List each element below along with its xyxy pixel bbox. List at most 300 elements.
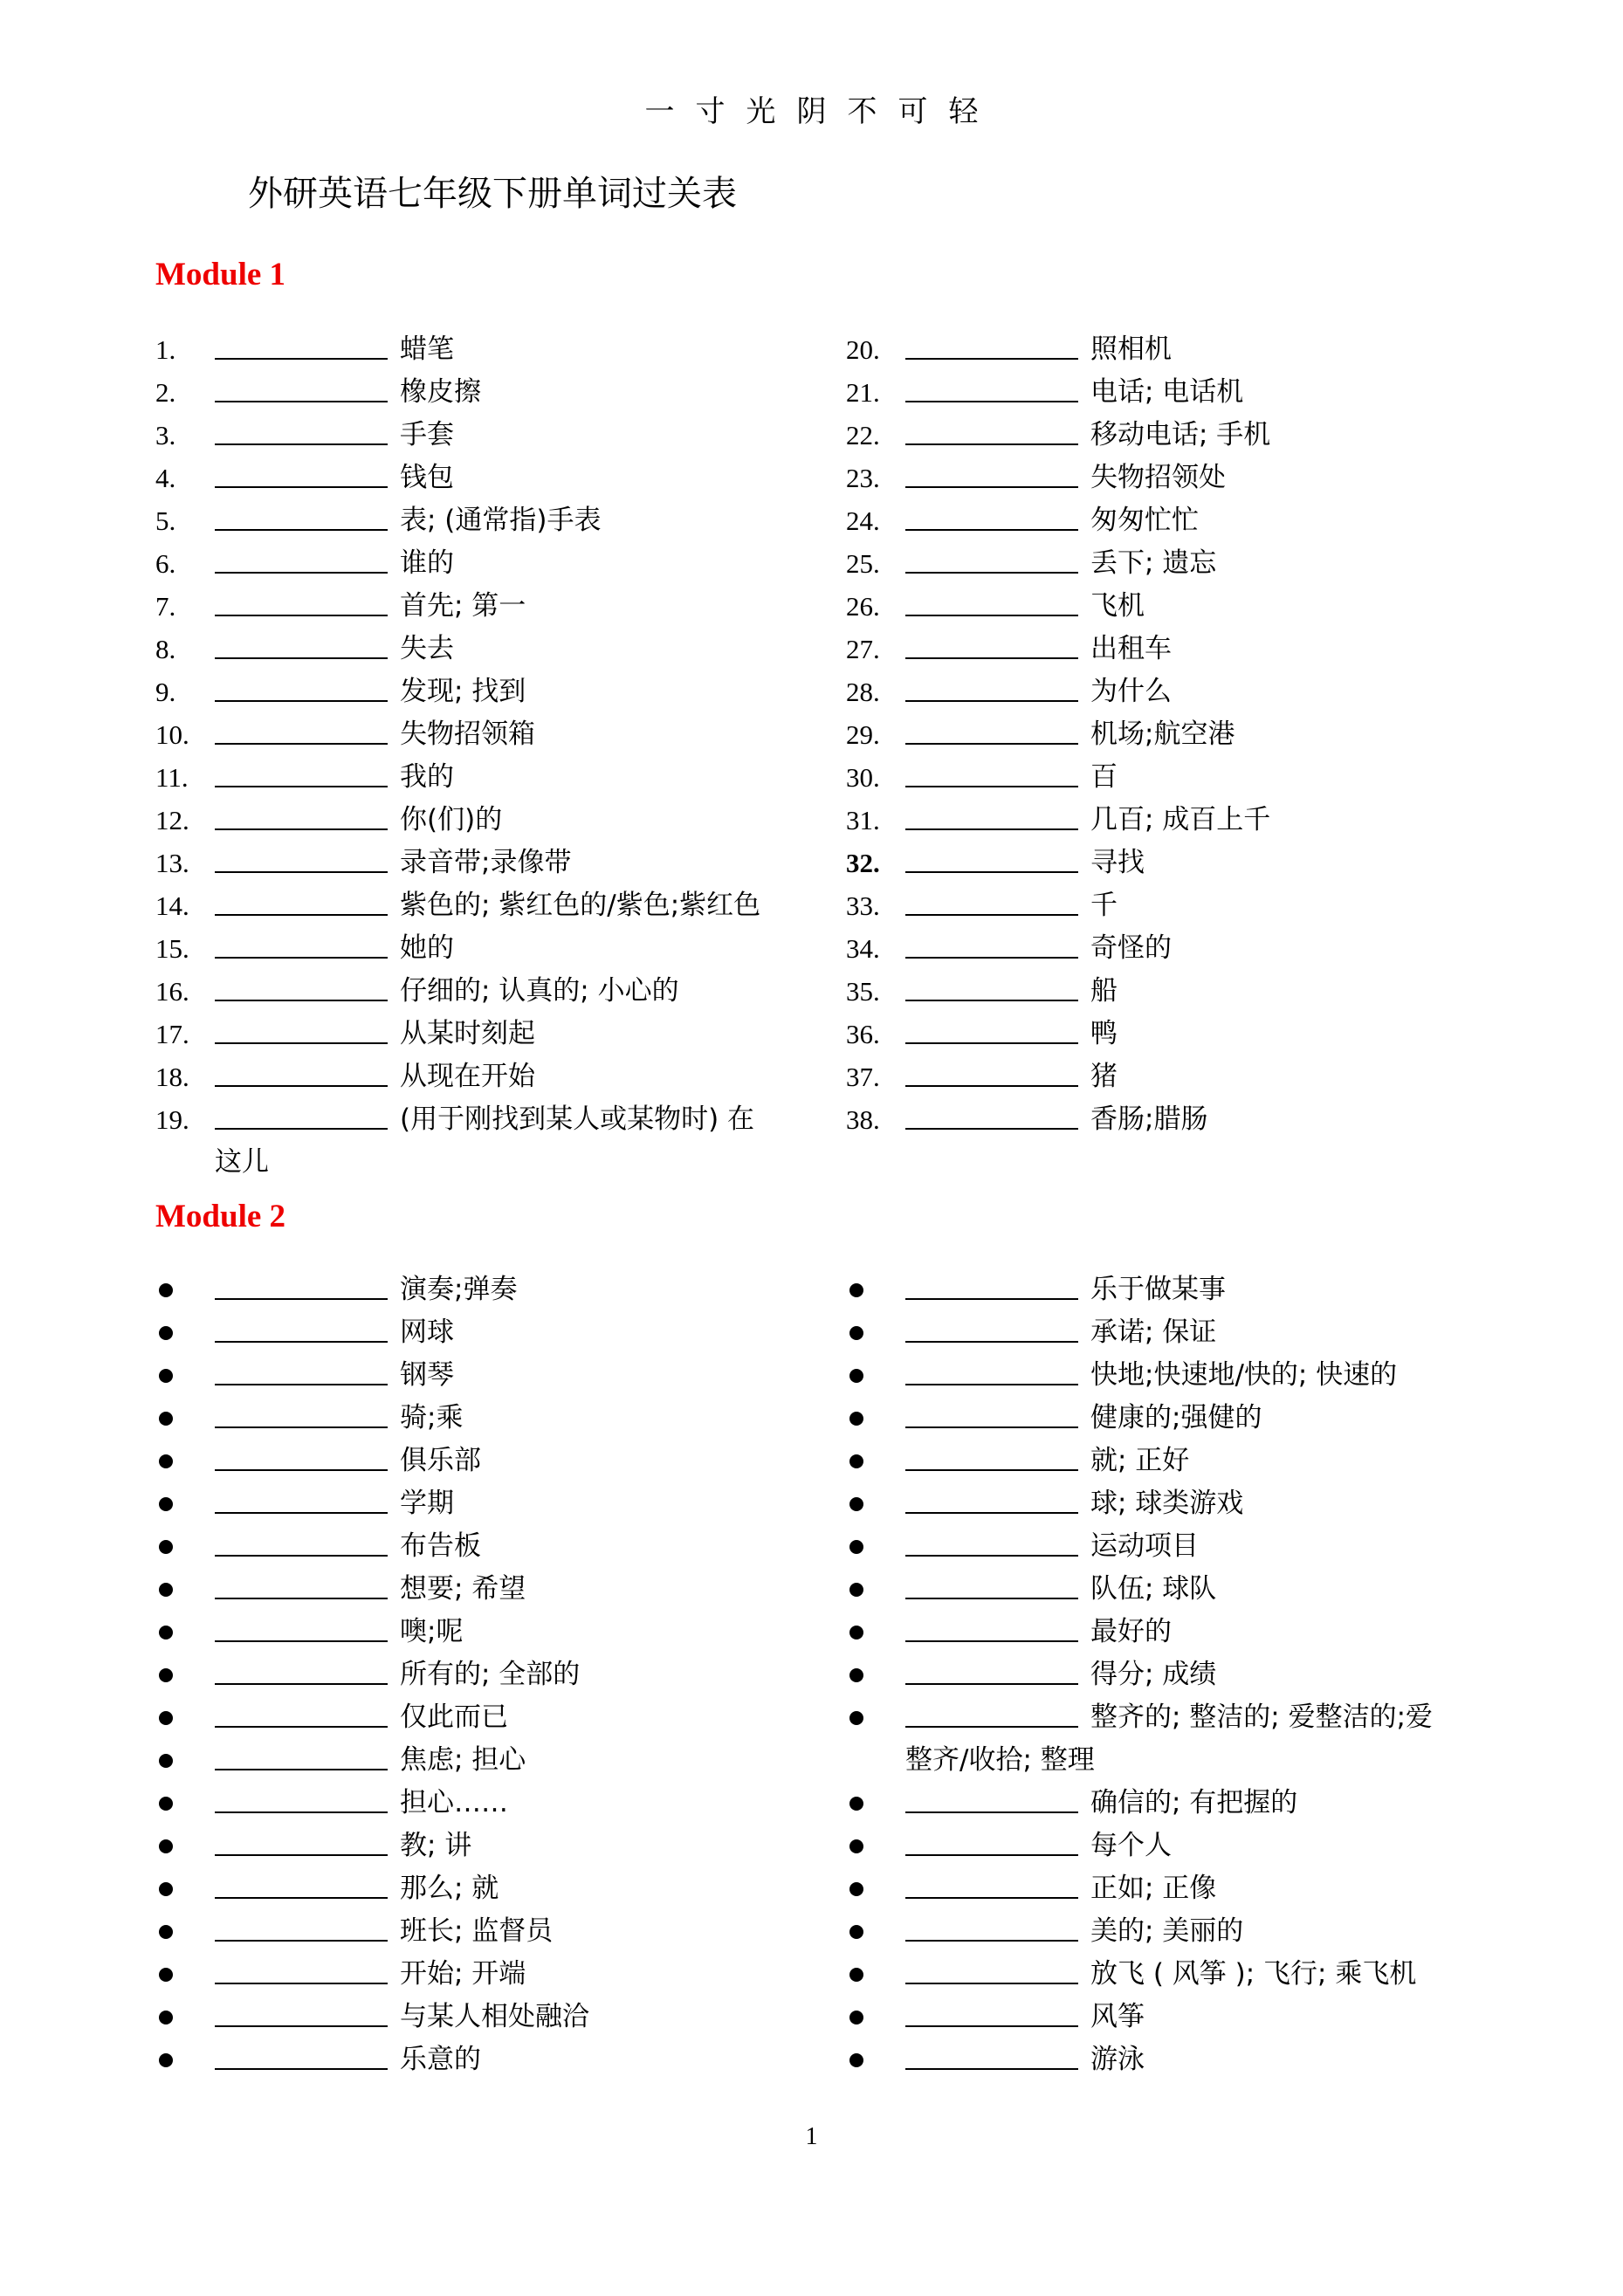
answer-blank[interactable] — [215, 1384, 388, 1385]
answer-blank[interactable] — [905, 358, 1078, 360]
answer-blank[interactable] — [215, 1769, 388, 1770]
answer-blank[interactable] — [905, 1983, 1078, 1984]
answer-blank[interactable] — [215, 700, 388, 702]
entry-number: 17. — [155, 1019, 189, 1049]
entry-meaning: 与某人相处融洽 — [400, 2001, 589, 2032]
word-entry — [846, 1397, 1510, 1440]
entry-meaning: 录音带;录像带 — [400, 847, 572, 878]
word-entry — [846, 884, 1510, 927]
entry-number: 24. — [846, 505, 880, 536]
entry-meaning: 移动电话; 手机 — [1090, 419, 1271, 450]
answer-blank[interactable] — [905, 1940, 1078, 1942]
entry-number: 1. — [155, 334, 176, 365]
page-number: 1 — [805, 2123, 818, 2150]
entry-meaning: 从现在开始 — [400, 1061, 535, 1092]
word-entry — [846, 756, 1510, 799]
answer-blank[interactable] — [905, 657, 1078, 659]
bullet-icon — [849, 2053, 863, 2067]
bullet-icon — [159, 1583, 173, 1597]
entry-number: 5. — [155, 505, 176, 536]
answer-blank[interactable] — [215, 1983, 388, 1984]
entry-number: 10. — [155, 719, 189, 750]
answer-blank[interactable] — [215, 1341, 388, 1343]
word-entry — [155, 499, 819, 542]
entry-meaning: 为什么 — [1090, 676, 1172, 707]
entry-meaning: 那么; 就 — [400, 1873, 499, 1904]
answer-blank[interactable] — [215, 1512, 388, 1514]
bullet-icon — [849, 1668, 863, 1682]
entry-meaning: 学期 — [400, 1488, 454, 1519]
answer-blank[interactable] — [215, 1726, 388, 1728]
entry-meaning: 我的 — [400, 761, 454, 793]
answer-blank[interactable] — [905, 1426, 1078, 1428]
entry-number: 7. — [155, 591, 176, 622]
word-entry — [846, 1953, 1510, 1996]
entry-meaning: 班长; 监督员 — [400, 1915, 554, 1947]
answer-blank[interactable] — [215, 1940, 388, 1942]
answer-blank[interactable] — [215, 401, 388, 402]
entry-meaning: 开始; 开端 — [400, 1958, 526, 1990]
entry-meaning: 球; 球类游戏 — [1090, 1488, 1244, 1519]
answer-blank[interactable] — [215, 871, 388, 873]
word-entry — [846, 1696, 1510, 1739]
entry-number: 3. — [155, 420, 176, 450]
entry-meaning-continued: 整齐/收拾; 整理 — [905, 1744, 1095, 1776]
word-entry — [155, 1055, 819, 1098]
entry-meaning: 快地;快速地/快的; 快速的 — [1090, 1359, 1398, 1391]
word-entry — [155, 1653, 819, 1696]
answer-blank[interactable] — [905, 486, 1078, 488]
entry-meaning: 船 — [1090, 975, 1118, 1007]
answer-blank[interactable] — [215, 657, 388, 659]
word-entry — [846, 499, 1510, 542]
entry-meaning: 最好的 — [1090, 1616, 1172, 1647]
word-entry — [155, 1910, 819, 1953]
answer-blank[interactable] — [215, 957, 388, 959]
bullet-icon — [159, 1797, 173, 1811]
entry-meaning: 风筝 — [1090, 2001, 1145, 2032]
word-entry — [846, 1910, 1510, 1953]
entry-meaning: 每个人 — [1090, 1830, 1172, 1861]
word-entry — [846, 585, 1510, 628]
answer-blank[interactable] — [905, 786, 1078, 787]
word-entry — [155, 328, 819, 371]
answer-blank[interactable] — [215, 358, 388, 360]
word-entry — [155, 414, 819, 457]
word-entry — [155, 1867, 819, 1910]
entry-number: 14. — [155, 890, 189, 921]
word-entry — [155, 884, 819, 927]
word-entry — [155, 927, 819, 970]
entry-meaning: 正如; 正像 — [1090, 1873, 1217, 1904]
entry-number: 33. — [846, 890, 880, 921]
entry-meaning: 队伍; 球队 — [1090, 1573, 1217, 1605]
entry-meaning: 奇怪的 — [1090, 932, 1172, 964]
page-title: 外研英语七年级下册单词过关表 — [248, 174, 737, 214]
entry-meaning: 电话; 电话机 — [1090, 376, 1244, 408]
word-entry — [155, 670, 819, 713]
answer-blank[interactable] — [905, 2068, 1078, 2070]
answer-blank[interactable] — [905, 1555, 1078, 1557]
entry-number: 30. — [846, 762, 880, 793]
word-entry — [846, 542, 1510, 585]
answer-blank[interactable] — [905, 1469, 1078, 1471]
bullet-icon — [849, 1797, 863, 1811]
bullet-icon — [849, 1882, 863, 1896]
module1-right-column — [846, 328, 1510, 1141]
entry-meaning: 骑;乘 — [400, 1402, 464, 1433]
bullet-icon — [849, 1283, 863, 1297]
entry-meaning: 机场;航空港 — [1090, 718, 1235, 750]
bullet-icon — [159, 1369, 173, 1383]
entry-number: 13. — [155, 848, 189, 878]
entry-meaning: 想要; 希望 — [400, 1573, 526, 1605]
entry-meaning: 美的; 美丽的 — [1090, 1915, 1244, 1947]
word-entry — [155, 1440, 819, 1482]
word-entry — [846, 970, 1510, 1013]
word-entry — [155, 1996, 819, 2038]
word-entry — [846, 1996, 1510, 2038]
answer-blank[interactable] — [215, 1469, 388, 1471]
entry-meaning: (用于刚找到某人或某物时) 在 — [400, 1103, 755, 1135]
entry-meaning: 橡皮擦 — [400, 376, 481, 408]
bullet-icon — [159, 1925, 173, 1939]
entry-meaning: 就; 正好 — [1090, 1445, 1190, 1476]
answer-blank[interactable] — [905, 1512, 1078, 1514]
entry-number: 4. — [155, 463, 176, 493]
word-entry — [846, 1268, 1510, 1311]
answer-blank[interactable] — [905, 743, 1078, 745]
answer-blank[interactable] — [905, 401, 1078, 402]
word-entry — [155, 1268, 819, 1311]
answer-blank[interactable] — [905, 572, 1078, 574]
entry-meaning: 承诺; 保证 — [1090, 1316, 1217, 1348]
entry-meaning: 香肠;腊肠 — [1090, 1103, 1208, 1135]
bullet-icon — [849, 2011, 863, 2024]
answer-blank[interactable] — [215, 828, 388, 830]
entry-meaning: 得分; 成绩 — [1090, 1659, 1217, 1690]
bullet-icon — [159, 1326, 173, 1340]
answer-blank[interactable] — [215, 1811, 388, 1813]
entry-meaning: 乐于做某事 — [1090, 1274, 1226, 1305]
entry-meaning: 演奏;弹奏 — [400, 1274, 518, 1305]
answer-blank[interactable] — [905, 2025, 1078, 2027]
word-entry — [846, 1311, 1510, 1354]
entry-number: 22. — [846, 420, 880, 450]
word-entry — [155, 585, 819, 628]
entry-meaning: 健康的;强健的 — [1090, 1402, 1262, 1433]
answer-blank[interactable] — [905, 615, 1078, 616]
entry-meaning: 百 — [1090, 761, 1118, 793]
answer-blank[interactable] — [905, 957, 1078, 959]
entry-number: 28. — [846, 677, 880, 707]
entry-meaning: 寻找 — [1090, 847, 1145, 878]
entry-meaning: 紫色的; 紫红色的/紫色;紫红色 — [400, 890, 761, 921]
entry-number: 38. — [846, 1104, 880, 1135]
answer-blank[interactable] — [215, 1897, 388, 1899]
answer-blank[interactable] — [215, 914, 388, 916]
entry-number: 12. — [155, 805, 189, 835]
entry-number: 16. — [155, 976, 189, 1007]
word-entry — [846, 1098, 1510, 1141]
word-entry — [155, 1825, 819, 1867]
answer-blank[interactable] — [215, 2068, 388, 2070]
entry-meaning: 焦虑; 担心 — [400, 1744, 526, 1776]
answer-blank[interactable] — [905, 828, 1078, 830]
word-entry — [846, 414, 1510, 457]
entry-meaning: 失物招领处 — [1090, 462, 1226, 493]
answer-blank[interactable] — [905, 1897, 1078, 1899]
bullet-icon — [159, 2053, 173, 2067]
entry-number: 26. — [846, 591, 880, 622]
answer-blank[interactable] — [215, 786, 388, 787]
entry-number: 11. — [155, 762, 189, 793]
word-entry — [155, 628, 819, 670]
bullet-icon — [159, 1497, 173, 1511]
entry-number: 32. — [846, 848, 880, 878]
word-entry — [846, 1013, 1510, 1055]
module2-left-column — [155, 1268, 819, 2081]
answer-blank[interactable] — [905, 914, 1078, 916]
answer-blank[interactable] — [905, 700, 1078, 702]
entry-meaning: 手套 — [400, 419, 454, 450]
entry-meaning: 失去 — [400, 633, 454, 664]
entry-number: 25. — [846, 548, 880, 579]
answer-blank[interactable] — [905, 1298, 1078, 1300]
entry-meaning: 整齐的; 整洁的; 爱整洁的;爱 — [1090, 1701, 1434, 1733]
word-entry — [155, 1311, 819, 1354]
entry-meaning: 鸭 — [1090, 1018, 1118, 1049]
word-entry — [155, 1482, 819, 1525]
answer-blank[interactable] — [215, 486, 388, 488]
word-entry — [846, 371, 1510, 414]
entry-number: 23. — [846, 463, 880, 493]
word-entry — [846, 1440, 1510, 1482]
entry-meaning: 出租车 — [1090, 633, 1172, 664]
answer-blank[interactable] — [215, 743, 388, 745]
entry-meaning: 噢;呢 — [400, 1616, 464, 1647]
word-entry — [846, 457, 1510, 499]
answer-blank[interactable] — [215, 529, 388, 531]
entry-meaning: 失物招领箱 — [400, 718, 535, 750]
bullet-icon — [159, 1968, 173, 1982]
answer-blank[interactable] — [905, 1640, 1078, 1642]
entry-meaning: 蜡笔 — [400, 333, 454, 365]
answer-blank[interactable] — [215, 443, 388, 445]
entry-meaning: 俱乐部 — [400, 1445, 481, 1476]
bullet-icon — [159, 1412, 173, 1426]
word-entry — [155, 1696, 819, 1739]
entry-meaning: 所有的; 全部的 — [400, 1659, 581, 1690]
word-entry — [155, 371, 819, 414]
word-entry — [846, 328, 1510, 371]
entry-number: 6. — [155, 548, 176, 579]
answer-blank[interactable] — [215, 1085, 388, 1087]
entry-number: 9. — [155, 677, 176, 707]
answer-blank[interactable] — [905, 1341, 1078, 1343]
word-entry — [155, 756, 819, 799]
answer-blank[interactable] — [905, 871, 1078, 873]
entry-meaning: 飞机 — [1090, 590, 1145, 622]
entry-meaning: 教; 讲 — [400, 1830, 472, 1861]
entry-meaning: 放飞 ( 风筝 ); 飞行; 乘飞机 — [1090, 1958, 1417, 1990]
answer-blank[interactable] — [215, 572, 388, 574]
answer-blank[interactable] — [215, 1042, 388, 1044]
answer-blank[interactable] — [215, 1555, 388, 1557]
word-entry — [846, 842, 1510, 884]
entry-number: 36. — [846, 1019, 880, 1049]
word-entry — [155, 457, 819, 499]
answer-blank[interactable] — [905, 1811, 1078, 1813]
module2-heading: Module 2 — [155, 1199, 286, 1234]
word-entry — [155, 1354, 819, 1397]
entry-number: 20. — [846, 334, 880, 365]
word-entry — [846, 1653, 1510, 1696]
answer-blank[interactable] — [215, 1298, 388, 1300]
answer-blank[interactable] — [905, 1598, 1078, 1599]
word-entry — [155, 799, 819, 842]
bullet-icon — [159, 2011, 173, 2024]
entry-number: 2. — [155, 377, 176, 408]
answer-blank[interactable] — [905, 443, 1078, 445]
bullet-icon — [849, 1583, 863, 1597]
word-entry — [155, 1953, 819, 1996]
word-entry — [846, 1867, 1510, 1910]
word-entry — [155, 542, 819, 585]
word-entry — [155, 713, 819, 756]
word-entry — [155, 2038, 819, 2081]
bullet-icon — [159, 1454, 173, 1468]
answer-blank[interactable] — [905, 1000, 1078, 1001]
entry-meaning: 布告板 — [400, 1530, 481, 1562]
entry-number: 19. — [155, 1104, 189, 1135]
module2-right-column — [846, 1268, 1510, 2081]
word-entry — [846, 1354, 1510, 1397]
entry-number: 35. — [846, 976, 880, 1007]
answer-blank[interactable] — [215, 1000, 388, 1001]
bullet-icon — [849, 1968, 863, 1982]
word-entry — [846, 628, 1510, 670]
entry-meaning: 担心…… — [400, 1787, 508, 1818]
word-entry — [846, 1568, 1510, 1611]
word-entry — [155, 970, 819, 1013]
answer-blank[interactable] — [215, 1854, 388, 1856]
word-entry — [846, 713, 1510, 756]
entry-meaning: 发现; 找到 — [400, 676, 526, 707]
answer-blank[interactable] — [215, 1426, 388, 1428]
word-entry — [846, 1055, 1510, 1098]
entry-meaning: 猪 — [1090, 1061, 1118, 1092]
answer-blank[interactable] — [215, 1598, 388, 1599]
bullet-icon — [849, 1839, 863, 1853]
word-entry — [155, 1611, 819, 1653]
entry-meaning: 千 — [1090, 890, 1118, 921]
entry-meaning: 仔细的; 认真的; 小心的 — [400, 975, 679, 1007]
bullet-icon — [849, 1497, 863, 1511]
entry-number: 15. — [155, 933, 189, 964]
entry-meaning: 运动项目 — [1090, 1530, 1199, 1562]
word-entry — [155, 1739, 819, 1782]
entry-meaning: 确信的; 有把握的 — [1090, 1787, 1298, 1818]
entry-meaning: 谁的 — [400, 547, 454, 579]
word-entry — [846, 1482, 1510, 1525]
answer-blank[interactable] — [215, 1640, 388, 1642]
word-entry — [846, 1782, 1510, 1825]
bullet-icon — [849, 1626, 863, 1640]
entry-number: 18. — [155, 1062, 189, 1092]
bullet-icon — [849, 1454, 863, 1468]
entry-meaning: 几百; 成百上千 — [1090, 804, 1271, 835]
module1-heading: Module 1 — [155, 257, 286, 292]
page-header: 一寸光阴不可轻 — [644, 94, 1000, 129]
bullet-icon — [159, 1839, 173, 1853]
entry-number: 21. — [846, 377, 880, 408]
answer-blank[interactable] — [215, 1683, 388, 1685]
answer-blank[interactable] — [905, 1085, 1078, 1087]
module1-left-column — [155, 328, 819, 1184]
entry-number: 29. — [846, 719, 880, 750]
answer-blank[interactable] — [215, 615, 388, 616]
entry-meaning: 乐意的 — [400, 2044, 481, 2075]
entry-meaning: 表; (通常指)手表 — [400, 505, 602, 536]
word-entry — [155, 1098, 819, 1141]
answer-blank[interactable] — [215, 1128, 388, 1130]
answer-blank[interactable] — [905, 1384, 1078, 1385]
entry-number: 31. — [846, 805, 880, 835]
entry-meaning: 首先; 第一 — [400, 590, 526, 622]
bullet-icon — [159, 1882, 173, 1896]
answer-blank[interactable] — [215, 2025, 388, 2027]
entry-meaning: 她的 — [400, 932, 454, 964]
entry-number: 8. — [155, 634, 176, 664]
bullet-icon — [849, 1925, 863, 1939]
entry-meaning: 丢下; 遗忘 — [1090, 547, 1217, 579]
answer-blank[interactable] — [905, 1042, 1078, 1044]
answer-blank[interactable] — [905, 1683, 1078, 1685]
answer-blank[interactable] — [905, 1726, 1078, 1728]
entry-number: 34. — [846, 933, 880, 964]
word-entry — [846, 927, 1510, 970]
entry-meaning: 网球 — [400, 1316, 454, 1348]
word-entry — [846, 2038, 1510, 2081]
word-entry — [155, 842, 819, 884]
word-entry — [846, 1825, 1510, 1867]
entry-meaning: 钢琴 — [400, 1359, 454, 1391]
word-entry — [155, 1013, 819, 1055]
bullet-icon — [159, 1283, 173, 1297]
bullet-icon — [159, 1668, 173, 1682]
bullet-icon — [159, 1754, 173, 1768]
entry-meaning: 照相机 — [1090, 333, 1172, 365]
entry-number: 27. — [846, 634, 880, 664]
bullet-icon — [849, 1369, 863, 1383]
entry-meaning: 你(们)的 — [400, 804, 503, 835]
entry-meaning: 仅此而已 — [400, 1701, 508, 1733]
entry-meaning: 匆匆忙忙 — [1090, 505, 1199, 536]
word-entry — [155, 1525, 819, 1568]
word-entry — [155, 1568, 819, 1611]
entry-meaning: 游泳 — [1090, 2044, 1145, 2075]
answer-blank[interactable] — [905, 1128, 1078, 1130]
answer-blank[interactable] — [905, 529, 1078, 531]
entry-meaning: 钱包 — [400, 462, 454, 493]
word-entry — [846, 670, 1510, 713]
word-entry — [846, 799, 1510, 842]
bullet-icon — [849, 1326, 863, 1340]
bullet-icon — [849, 1711, 863, 1725]
entry-meaning-continued: 这儿 — [215, 1146, 269, 1178]
answer-blank[interactable] — [905, 1854, 1078, 1856]
